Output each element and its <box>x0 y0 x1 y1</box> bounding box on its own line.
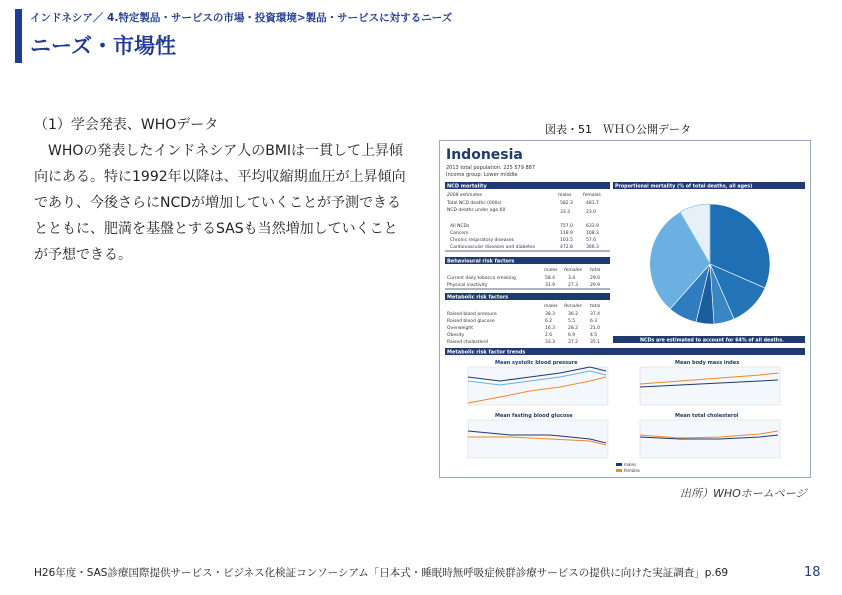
trend-panel-bmi <box>640 360 780 405</box>
metabolic-col-total: total <box>590 304 601 309</box>
metabolic-heading: Metabolic risk factors <box>447 294 509 301</box>
metabolic-row-females: 36.2 <box>568 312 579 317</box>
ncd-row-label: All NCDs <box>450 224 470 229</box>
trend-panel-systolic <box>468 360 608 405</box>
metabolic-row-males: 16.3 <box>545 326 556 331</box>
trend-panel-title: Mean total cholesterol <box>675 413 739 419</box>
ncd-col-males: males <box>558 193 572 198</box>
ncd-row-females: 633.9 <box>586 224 599 229</box>
metabolic-row-females: 5.5 <box>568 319 576 324</box>
behavioural-row-males: 31.9 <box>545 283 556 288</box>
legend-females: females <box>624 468 640 473</box>
metabolic-row-label: Raised blood pressure <box>447 312 497 317</box>
metabolic-row-males: 6.2 <box>545 319 553 324</box>
metabolic-row-females: 37.2 <box>568 340 579 345</box>
behavioural-row-females: 3.4 <box>568 276 576 281</box>
metabolic-rows <box>447 311 600 345</box>
trend-panel-glucose <box>468 413 608 458</box>
ncd-row-females: 57.6 <box>586 238 597 243</box>
breadcrumb: インドネシア／ 4.特定製品・サービスの市場・投資環境>製品・サービスに対するニーズ <box>30 12 453 24</box>
behavioural-row-label: Physical inactivity <box>447 283 488 288</box>
pie-footnote: NCDs are estimated to account for 64% of all deaths. <box>640 338 784 344</box>
ncd-row-label: Cancers <box>450 231 469 236</box>
page-title: ニーズ・市場性 <box>30 34 176 58</box>
metabolic-row-males: 33.3 <box>545 340 556 345</box>
ncd-row-males: 33.3 <box>560 210 571 215</box>
header-accent-bar <box>15 9 22 63</box>
ncd-col-females: females <box>583 193 601 198</box>
ncd-mortality-heading: NCD mortality <box>447 183 487 190</box>
ncd-row-label: NCD deaths under age 60 <box>447 208 506 213</box>
figure-source: 出所）WHOホームページ <box>680 487 807 500</box>
metabolic-row-label: Raised blood glucose <box>447 319 495 324</box>
metabolic-row-females: 28.2 <box>568 326 579 331</box>
ncd-row-females: 108.3 <box>586 231 599 236</box>
section-heading: （1）学会発表、WHOデータ <box>34 117 219 133</box>
trends-heading: Metabolic risk factor trends <box>447 349 526 356</box>
trend-panel-title: Mean systolic blood pressure <box>495 360 578 366</box>
metabolic-row-label: Obesity <box>447 333 465 338</box>
income-group-text: Income group: Lower middle <box>446 172 518 178</box>
behavioural-col-females: females <box>564 268 582 273</box>
trend-panel-cholesterol <box>640 413 780 458</box>
metabolic-col-females: females <box>564 304 582 309</box>
metabolic-row-males: 38.3 <box>545 312 556 317</box>
behavioural-row-label: Current daily tobacco smoking <box>447 276 516 281</box>
trend-panel-title: Mean fasting blood glucose <box>495 413 573 419</box>
ncd-row-males: 472.8 <box>560 245 573 250</box>
behavioural-heading: Behavioural risk factors <box>447 258 515 265</box>
metabolic-row-label: Overweight <box>447 326 473 331</box>
ncd-row-females: 23.0 <box>586 210 597 215</box>
metabolic-row-total: 35.1 <box>590 340 601 345</box>
ncd-row-label: Cardiovascular diseases and diabetes <box>450 245 536 250</box>
ncd-mortality-rows <box>446 200 599 250</box>
behavioural-row-total: 29.9 <box>590 283 601 288</box>
ncd-row-males: 118.9 <box>560 231 573 236</box>
ncd-row-label: Total NCD deaths (000s) <box>447 201 502 206</box>
ncd-row-males: 757.0 <box>560 224 573 229</box>
population-text: 2013 total population: 225 579 887 <box>446 165 536 171</box>
legend-males: males <box>624 462 637 467</box>
behavioural-row-males: 58.4 <box>545 276 556 281</box>
ncd-row-males: 103.5 <box>560 238 573 243</box>
trend-panel-title: Mean body mass index <box>675 360 740 366</box>
behavioural-row-females: 27.3 <box>568 283 579 288</box>
behavioural-row-total: 29.0 <box>590 276 601 281</box>
ncd-row-label: Chronic respiratory diseases <box>450 238 514 243</box>
ncd-row-females: 366.3 <box>586 245 599 250</box>
footer-citation: H26年度・SAS診療国際提供サービス・ビジネス化検証コンソーシアム「日本式・睡眠時無呼吸症候群診療サービスの提供に向けた実証調査」p.69 <box>34 567 729 579</box>
page-number: 18 <box>804 565 821 580</box>
pie-heading: Proportional mortality (% of total deaths, all ages) <box>615 184 753 190</box>
ncd-row-males: 582.3 <box>560 201 573 206</box>
who-profile-figure <box>439 140 811 478</box>
figure-caption: 図表・51 ＷＨＯ公開データ <box>545 123 691 136</box>
metabolic-row-males: 2.6 <box>545 333 553 338</box>
metabolic-col-males: males <box>544 304 558 309</box>
metabolic-row-females: 6.9 <box>568 333 576 338</box>
proportional-mortality-pie <box>650 204 770 324</box>
trend-legend <box>616 462 640 473</box>
behavioural-col-total: total <box>590 268 601 273</box>
ncd-mortality-subheading: 2008 estimates <box>447 193 483 198</box>
body-paragraph: WHOの発表したインドネシア人のBMIは一貫して上昇傾向にある。特に1992年以降は、平均収縮期血圧が上昇傾向であり、今後さらにNCDが増加していくことが予測できるとともに、肥満を基盤とするSASも当然増加していくことが予想できる。 <box>34 143 406 263</box>
behavioural-col-males: males <box>544 268 558 273</box>
metabolic-row-label: Raised cholesterol <box>447 340 489 345</box>
who-profile-graphic <box>440 141 810 477</box>
metabolic-row-total: 21.0 <box>590 326 601 331</box>
metabolic-row-total: 4.5 <box>590 333 598 338</box>
ncd-row-females: 481.7 <box>586 201 599 206</box>
country-title: Indonesia <box>446 147 523 163</box>
metabolic-row-total: 6.3 <box>590 319 598 324</box>
metabolic-row-total: 37.4 <box>590 312 601 317</box>
behavioural-rows <box>447 275 600 288</box>
